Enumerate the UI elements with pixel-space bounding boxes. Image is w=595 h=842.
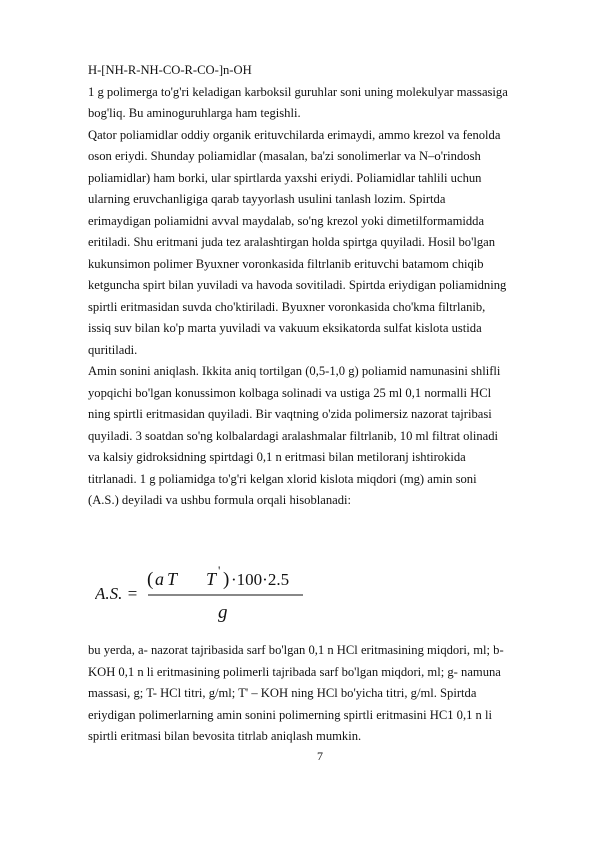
text-line: yopqichi bo'lgan konussimon kolbaga solinadi va ustiga 25 ml 0,1 normalli HCl <box>88 385 492 400</box>
text-line: quyiladi. 3 soatdan so'ng kolbalardagi aralashmalar filtrlanib, 10 ml filtrat olinadi <box>88 428 499 443</box>
body-text-bottom <box>88 640 556 748</box>
text-line: (A.S.) deyiladi va ushbu formula orqali hisoblanadi: <box>88 493 352 507</box>
formula-lhs: A.S. = <box>95 584 139 603</box>
formula-close-paren: ) <box>223 569 230 590</box>
text-line: massasi, g; T- HCl titri, g/ml; T' – KOH ning HCl bo'yicha titri, g/ml. Spirtda <box>88 686 477 700</box>
text-line: H-[NH-R-NH-CO-R-CO-]n-OH <box>88 63 252 77</box>
formula-T-prime: T <box>206 569 217 589</box>
text-line: KOH 0,1 n li eritmasining polimerli tajribada sarf bo'lgan miqdori, ml; g- namuna <box>88 664 501 679</box>
text-line: ketguncha spirt bilan yuviladi va havoda sovitiladi. Spirtda eriydigan poliamidning <box>88 278 507 292</box>
text-line: spirtli eritmasi bilan bevosita titrlab aniqlash mumkin. <box>88 729 362 743</box>
formula-constants: ·100·2.5 <box>231 570 290 589</box>
text-line: Qator poliamidlar oddiy organik erituvchilarda erimaydi, ammo krezol va fenolda <box>88 127 501 142</box>
text-line: va kalsiy gidroksidning spirtdagi 0,1 n eritmasi bilan metiloranj ishtirokida <box>88 450 466 464</box>
amine-number-formula <box>95 563 315 625</box>
text-line: eriydigan polimerlarning amin sonini polimerning spirtli eritmasini HC1 0,1 n li <box>88 707 492 722</box>
text-line: bu yerda, a- nazorat tajribasida sarf bo'lgan 0,1 n HCl eritmasining miqdori, ml; b- <box>88 643 504 657</box>
page-number: 7 <box>317 749 323 763</box>
text-line: ularning eruvchanligiga qarab tayyorlash usulini tanlash lozim. Spirtda <box>88 192 446 206</box>
text-line: oson eriydi. Shunday poliamidlar (masalan, ba'zi sonolimerlar va N–o'rindosh <box>88 149 481 163</box>
text-line: kukunsimon polimer Byuxner voronkasida filtrlanib erituvchi batamom chiqib <box>88 256 484 271</box>
text-line: titrlanadi. 1 g poliamidga to'g'ri kelgan xlorid kislota miqdori (mg) amin soni <box>88 471 477 486</box>
formula-denominator: g <box>218 602 228 623</box>
text-line: erimaydigan poliamidni avval maydalab, so'ng krezol yoki dimetilformamidda <box>88 213 485 228</box>
text-line: eritiladi. Shu eritmani juda tez aralashtirgan holda spirtga quyiladi. Hosil bo'lgan <box>88 235 496 249</box>
formula-a: a <box>155 569 164 589</box>
formula-T: T <box>167 569 178 589</box>
text-line: quritiladi. <box>88 342 138 357</box>
text-line: spirtli eritmasidan suvda cho'ktiriladi. Byuxner voronkasida cho'kma filtrlanib, <box>88 299 486 314</box>
text-line: issiq suv bilan ko'p marta yuviladi va vakuum eksikatorda sulfat kislota ustida <box>88 321 482 335</box>
text-line: Amin sonini aniqlash. Ikkita aniq tortilgan (0,5-1,0 g) poliamid namunasini shlifli <box>88 364 501 378</box>
formula-open-paren: ( <box>147 569 154 590</box>
text-line: bog'liq. Bu aminoguruhlarga ham tegishli. <box>88 106 301 120</box>
text-line: 1 g polimerga to'g'ri keladigan karboksil guruhlar soni uning molekulyar massasiga <box>88 84 508 99</box>
body-text-top <box>88 60 556 512</box>
text-line: ning spirtli eritmasidan quyiladi. Bir vaqtning o'zida polimersiz nazorat tajribasi <box>88 407 492 421</box>
formula-prime-mark: ' <box>218 563 221 578</box>
text-line: poliamidlar) ham borki, ular spirtlarda yaxshi eriydi. Poliamidlar tahlili uchun <box>88 170 482 185</box>
